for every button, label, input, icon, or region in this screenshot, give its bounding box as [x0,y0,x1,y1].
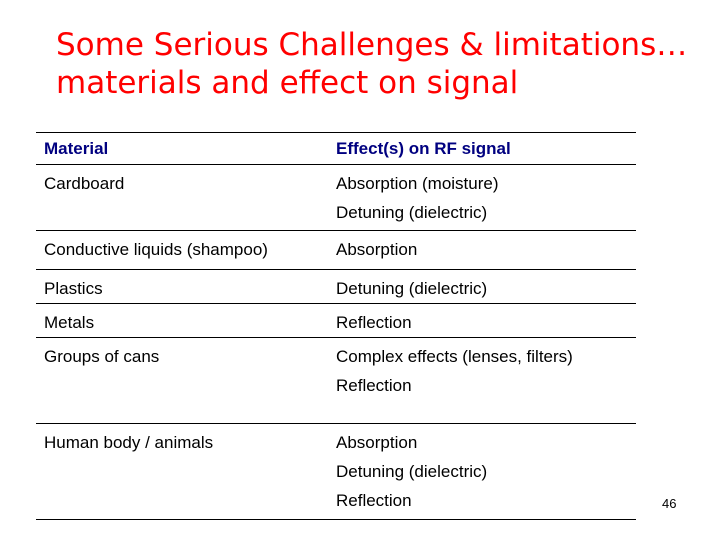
material-name: Groups of cans [44,347,160,366]
material-cell [36,428,336,519]
material-cell [36,235,336,269]
table-header-row [36,133,636,165]
effects-cell [336,428,636,519]
material-cell [36,308,336,337]
table-row [36,270,636,304]
effect-item: Absorption (moisture) [336,174,499,193]
material-name: Conductive liquids (shampoo) [44,240,268,259]
effect-item: Detuning (dielectric) [336,462,488,481]
header-effects: Effect(s) on RF signal [336,138,511,158]
material-cell [36,274,336,303]
effects-cell [336,308,636,337]
material-cell [36,342,336,423]
effect-item: Reflection [336,376,412,395]
effect-item: Reflection [336,491,412,510]
table-row [36,231,636,270]
effect-item: Absorption [336,433,418,452]
table-row [36,338,636,424]
effect-item: Reflection [336,313,412,332]
effect-item: Detuning (dielectric) [336,203,488,222]
material-name: Metals [44,313,95,332]
table-row [36,424,636,520]
effects-cell [336,169,636,230]
table-row [36,304,636,338]
page-number: 46 [662,496,677,511]
effects-cell [336,342,636,423]
material-name: Plastics [44,279,103,298]
slide-title [56,26,696,102]
effect-item: Detuning (dielectric) [336,279,488,298]
material-name: Human body / animals [44,433,214,452]
materials-table [36,132,636,520]
table-row [36,165,636,231]
effect-item: Absorption [336,240,418,259]
effect-item: Complex effects (lenses, filters) [336,347,573,366]
slide-title-line-2: materials and effect on signal [56,65,519,101]
effects-cell [336,235,636,269]
material-cell [36,169,336,230]
header-material: Material [44,138,109,158]
slide-title-line-1: Some Serious Challenges & limitations… [56,27,688,63]
effects-cell [336,274,636,303]
material-name: Cardboard [44,174,125,193]
